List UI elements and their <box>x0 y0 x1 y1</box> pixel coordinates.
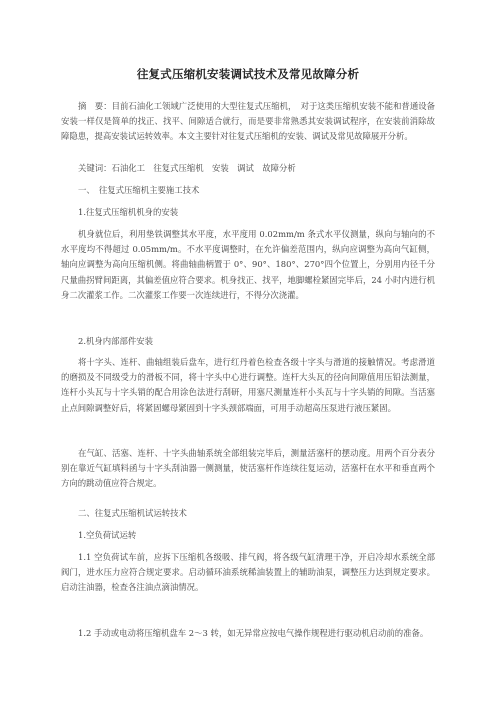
body-paragraph-4: 1.1 空负荷试车前，应拆下压缩机各级吸、排气阀，将各级气缸清理干净，开启冷却水系统全部阀门，进水压力应符合规定要求。启动循环油系统稀油装置上的辅助油泵，调整压力达到规定要求。启动注油器，检查各注油点滴油情况。 <box>61 552 435 593</box>
keywords-line: 关键词：石油化工 往复式压缩机 安装 调试 故障分析 <box>78 163 296 173</box>
body-paragraph-3: 在气缸、活塞、连杆、十字头曲轴系统全部组装完毕后，测量活塞杆的摆动度。用两个百分表分别在靠近气缸填料函与十字头刮油器一侧测量，使活塞杆作连续往复运动，活塞杆在水平和垂直两个方向的跳动值应符合规定。 <box>61 448 435 489</box>
subsection-heading-2: 2.机身内部部件安装 <box>78 336 153 346</box>
abstract-paragraph: 摘 要：目前石油化工领域广泛使用的大型往复式压缩机， 对于这类压缩机安装不能和普通设备安装一样仅是简单的找正、找平、间隙适合就行，而是要非常熟悉其安装调试程序，在安装前消除故障隐患，提高安装试运转效率。本文主要针对往复式压缩机的安装、调试及常见故障展开分析。 <box>61 101 435 142</box>
body-paragraph-1: 机身就位后，利用垫铁调整其水平度，水平度用 0.02mm/m 条式水平仪测量，纵向与轴向的不水平度均不得超过 0.05mm/m。不水平度调整时，在允许偏差范围内，纵向应调整为高向气缸侧，轴向应调整为高向压缩机侧。将曲轴曲柄置于 0°、90°、180°、270°四个位置上，分别用内径千分尺量曲拐臂间距离，其偏差值应符合要求。机身找正、找平，地脚螺栓紧固完毕后，24 小时内进行机身二次灌浆工作。二次灌浆工作要一次连续进行，不得分次浇灌。 <box>61 229 435 300</box>
subsection-heading-3: 1.空负荷试运转 <box>78 530 137 540</box>
subsection-heading-1: 1.往复式压缩机机身的安装 <box>78 207 179 217</box>
section-heading-2: 二、往复式压缩机试运转技术 <box>78 508 187 518</box>
document-title: 往复式压缩机安装调试技术及常见故障分析 <box>136 67 360 81</box>
body-paragraph-2: 将十字头、连杆、曲轴组装后盘车，进行红丹着色检查各级十字头与滑道的接触情况。考虑滑道的磨损及不同级受力的滑板不同，将十字头中心进行调整。连杆大头瓦的径向间隙值用压铅法测量，连杆小头瓦与十字头销的配合用涂色法进行刮研，用塞尺测量连杆小头瓦与十字头销的间隙。当活塞止点间隙调整好后，将紧固螺母紧固到十字头颈部端面，可用手动超高压泵进行液压紧固。 <box>61 357 435 413</box>
section-heading-1: 一、 往复式压缩机主要施工技术 <box>78 185 200 195</box>
body-paragraph-5: 1.2 手动或电动将压缩机盘车 2～3 转，如无异常应按电气操作规程进行驱动机启动前的准备。 <box>78 628 429 638</box>
